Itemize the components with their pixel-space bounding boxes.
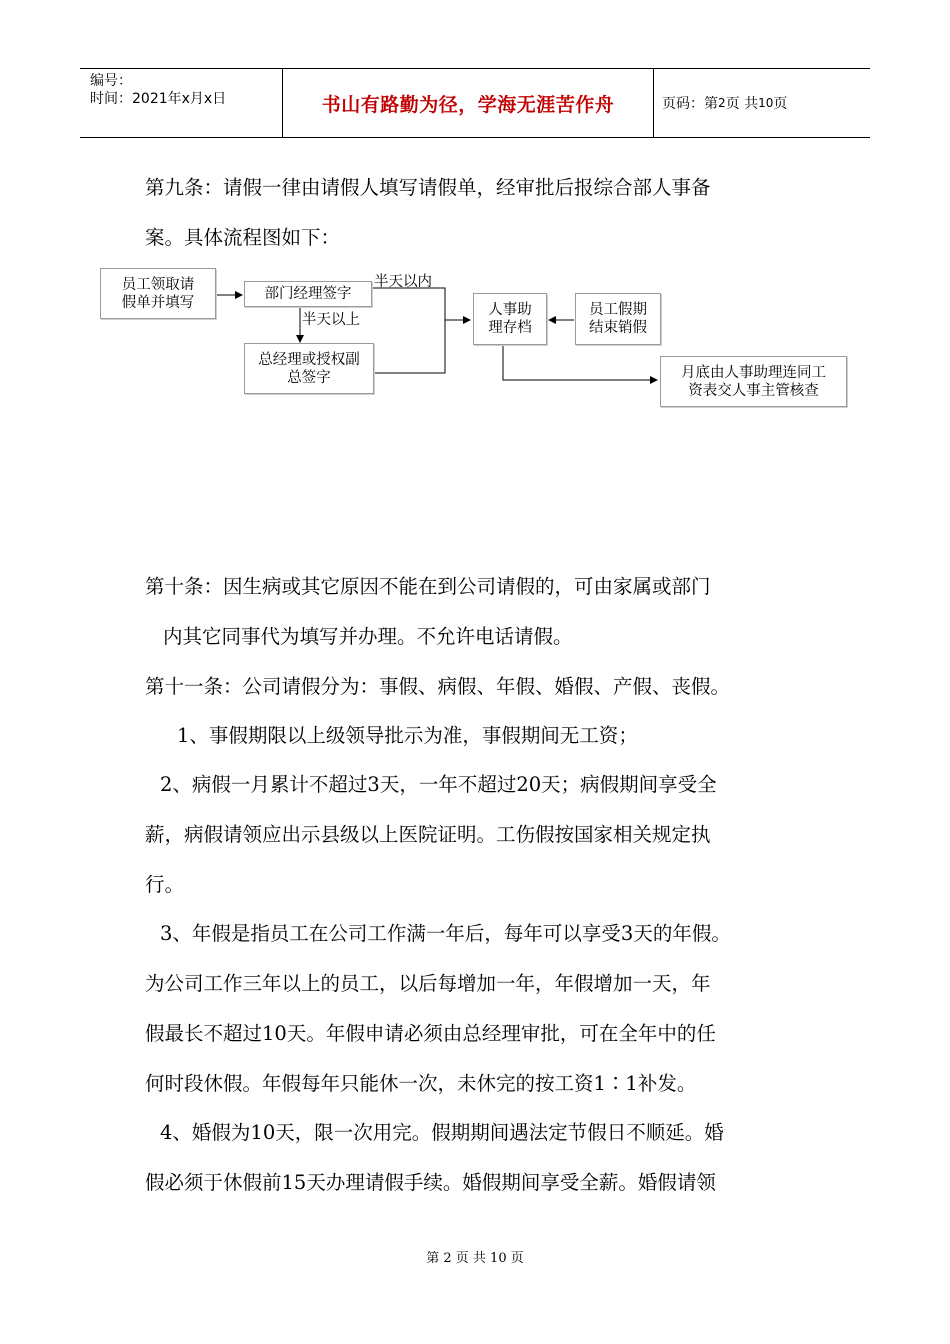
arrow-hr-to-month-end [503, 345, 657, 380]
article11-line1: 第十一条：公司请假分为：事假、病假、年假、婚假、产假、丧假。 [145, 675, 731, 698]
article11-item2-line2: 薪，病假请领应出示县级以上医院证明。工伤假按国家相关规定执 [145, 823, 711, 846]
article11-item4-line2: 假必须于休假前15天办理请假手续。婚假期间享受全薪。婚假请领 [145, 1171, 716, 1194]
header-table [80, 68, 870, 138]
header-motto-cell [282, 69, 654, 137]
article11-item1: 1、事假期限以上级领导批示为准，事假期间无工资； [177, 724, 638, 747]
page-suffix: 页 [773, 96, 788, 112]
header-page-cell [654, 69, 870, 137]
article11-item3-line1: 3、年假是指员工在公司工作满一年后，每年可以享受3天的年假。 [160, 922, 731, 945]
label-half-day-within: 半天以内 [374, 274, 432, 290]
page-total: 10 [758, 96, 774, 110]
article11-item3-line4: 何时段休假。年假每年只能休一次，未休完的按工资1∶1补发。 [145, 1072, 697, 1095]
article11-item2-line3: 行。 [145, 873, 185, 896]
article10-line2: 内其它同事代为填写并办理。不允许电话请假。 [163, 625, 573, 648]
article10-line1: 第十条：因生病或其它原因不能在到公司请假的，可由家属或部门 [145, 575, 711, 598]
box-dept-manager: 部门经理签字 [244, 281, 372, 307]
box-employee-fill: 员工领取请 假单并填写 [100, 268, 216, 319]
page-prefix: 页码：第 [662, 96, 718, 112]
label-half-day-above: 半天以上 [302, 312, 360, 328]
document-number-label: 编号： [90, 73, 132, 89]
leave-flowchart [90, 262, 860, 422]
document-time-label: 时间：2021年x月x日 [90, 91, 227, 107]
line-gm-to-hr [374, 320, 445, 373]
article11-item2-line1: 2、病假一月累计不超过3天，一年不超过20天；病假期间享受全 [160, 773, 717, 796]
page-current: 2 [718, 96, 726, 110]
article11-item3-line3: 假最长不超过10天。年假申请必须由总经理审批，可在全年中的任 [145, 1022, 716, 1045]
article9-line2: 案。具体流程图如下： [145, 226, 341, 249]
page-mid: 页 共 [725, 96, 759, 112]
header-left-cell [80, 69, 282, 137]
box-hr-archive: 人事助 理存档 [473, 293, 547, 345]
article11-item3-line2: 为公司工作三年以上的员工，以后每增加一年，年假增加一天，年 [145, 972, 711, 995]
box-month-end: 月底由人事助理连同工 资表交人事主管核查 [660, 356, 847, 407]
article11-item4-line1: 4、婚假为10天，限一次用完。假期期间遇法定节假日不顺延。婚 [160, 1121, 724, 1144]
box-gm-sign: 总经理或授权副 总签字 [244, 343, 374, 394]
arrow-dept-to-hr [372, 288, 470, 320]
article9-line1: 第九条：请假一律由请假人填写请假单，经审批后报综合部人事备 [145, 176, 711, 199]
page-footer: 第 2 页 共 10 页 [426, 1251, 524, 1266]
box-employee-end: 员工假期 结束销假 [575, 293, 661, 345]
header-motto: 书山有路勤为径，学海无涯苦作舟 [321, 93, 615, 116]
